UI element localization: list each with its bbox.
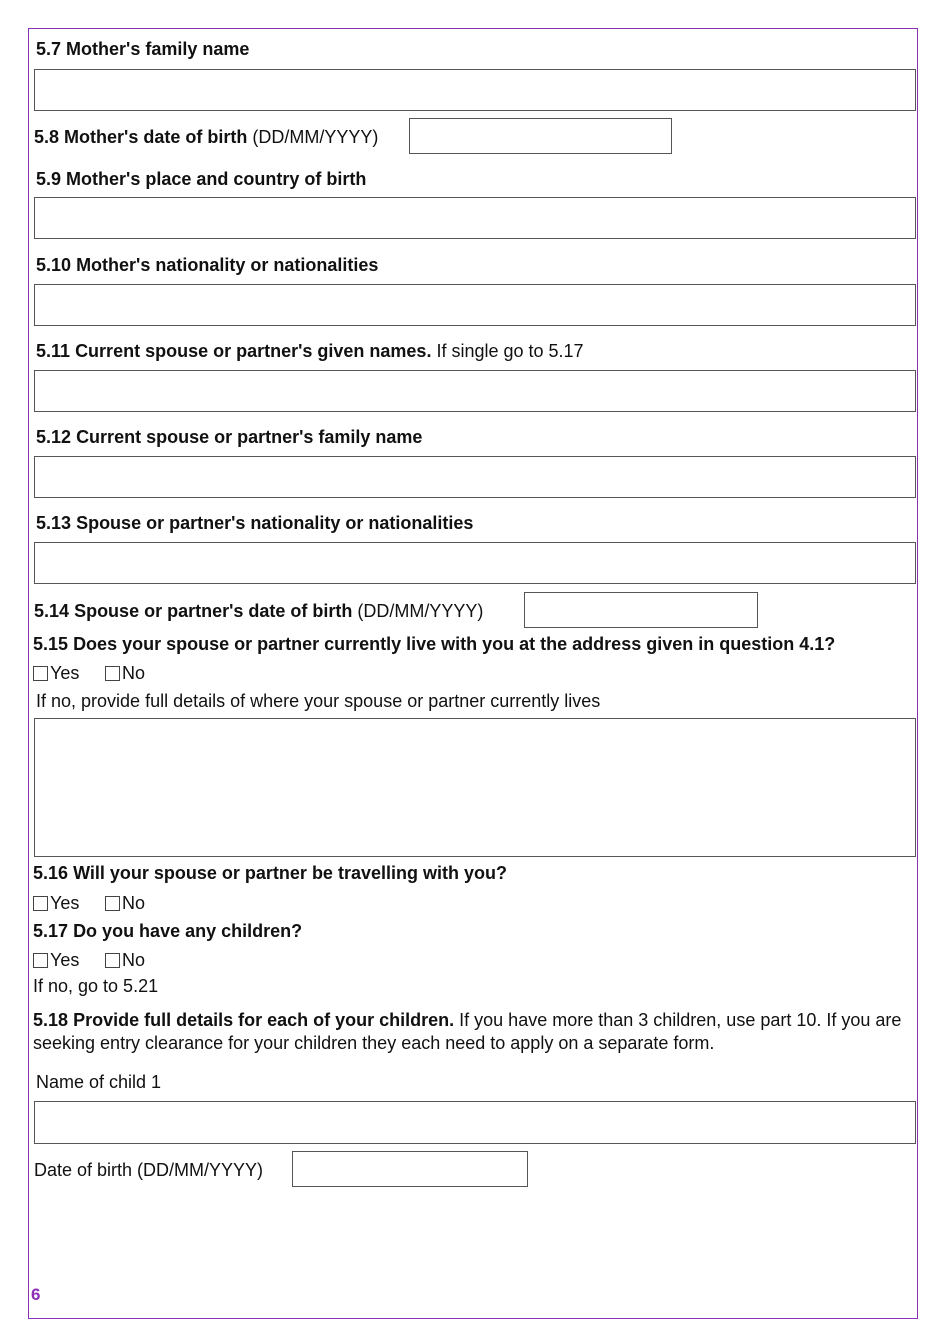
mother-family-name-field[interactable]: [34, 69, 916, 111]
mother-nationality-field[interactable]: [34, 284, 916, 326]
spouse-given-names-field[interactable]: [34, 370, 916, 412]
q5-10-label: 5.10 Mother's nationality or nationalities: [36, 255, 379, 275]
no-label: No: [122, 893, 146, 913]
yes-label: Yes: [50, 893, 80, 913]
yes-checkbox[interactable]: [33, 896, 48, 911]
no-label: No: [122, 950, 146, 970]
child1-name-field[interactable]: [34, 1101, 916, 1144]
q5-11-label: 5.11 Current spouse or partner's given names. If single go to 5.17: [36, 341, 584, 361]
q5-17-label: 5.17 Do you have any children?: [33, 921, 303, 941]
spouse-family-name-field[interactable]: [34, 456, 916, 498]
q5-16-yes-option[interactable]: [33, 892, 79, 914]
child1-dob-label: Date of birth (DD/MM/YYYY): [34, 1160, 264, 1180]
yes-checkbox[interactable]: [33, 953, 48, 968]
q5-14-label: 5.14 Spouse or partner's date of birth (DD/MM/YYYY): [34, 601, 484, 621]
spouse-dob-field[interactable]: [524, 592, 758, 628]
no-checkbox[interactable]: [105, 953, 120, 968]
child1-name-label: Name of child 1: [36, 1072, 162, 1092]
q5-9-label: 5.9 Mother's place and country of birth: [36, 169, 367, 189]
no-checkbox[interactable]: [105, 896, 120, 911]
spouse-address-field[interactable]: [34, 718, 916, 857]
no-label: No: [122, 663, 146, 683]
mother-birthplace-field[interactable]: [34, 197, 916, 239]
q5-16-label: 5.16 Will your spouse or partner be travelling with you?: [33, 863, 507, 883]
q5-8-label: 5.8 Mother's date of birth (DD/MM/YYYY): [34, 127, 379, 147]
page-number: 6: [31, 1285, 41, 1304]
q5-12-label: 5.12 Current spouse or partner's family name: [36, 427, 423, 447]
spouse-nationality-field[interactable]: [34, 542, 916, 584]
no-checkbox[interactable]: [105, 666, 120, 681]
child1-dob-field[interactable]: [292, 1151, 528, 1187]
q5-17-yes-option[interactable]: [33, 949, 79, 971]
q5-18-label: 5.18 Provide full details for each of your children. If you have more than 3 children, use part 10. If you are seeking entry clearance for your children they each need to apply on a separate form.: [33, 1010, 902, 1053]
mother-dob-field[interactable]: [409, 118, 672, 154]
q5-15-followup-label: If no, provide full details of where your spouse or partner currently lives: [36, 691, 601, 711]
q5-15-yes-option[interactable]: [33, 662, 79, 684]
yes-checkbox[interactable]: [33, 666, 48, 681]
q5-15-no-option[interactable]: [105, 662, 145, 684]
q5-15-label: 5.15 Does your spouse or partner currently live with you at the address given in question 4.1?: [33, 634, 836, 654]
q5-16-no-option[interactable]: [105, 892, 145, 914]
yes-label: Yes: [50, 663, 80, 683]
q5-17-followup-label: If no, go to 5.21: [33, 976, 159, 996]
yes-label: Yes: [50, 950, 80, 970]
q5-7-label: 5.7 Mother's family name: [36, 39, 250, 59]
q5-13-label: 5.13 Spouse or partner's nationality or nationalities: [36, 513, 474, 533]
q5-17-no-option[interactable]: [105, 949, 145, 971]
